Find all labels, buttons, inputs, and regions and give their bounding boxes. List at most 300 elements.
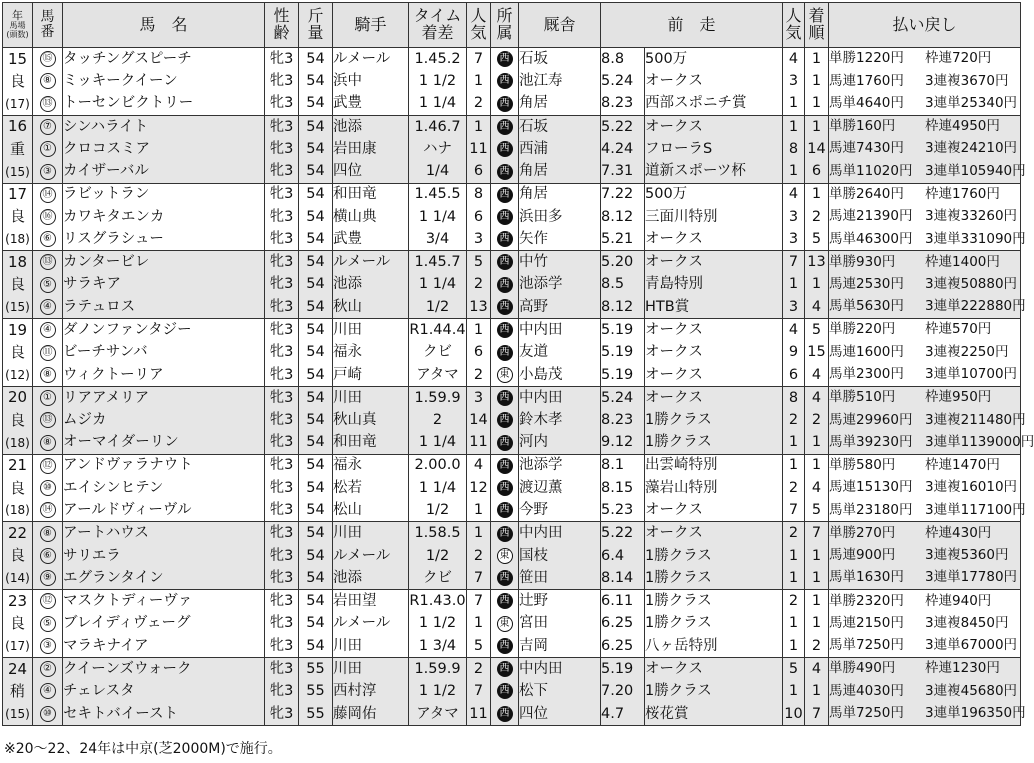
previous-finish: 1 — [805, 273, 829, 296]
stable: 吉岡 — [519, 635, 601, 658]
horse-number — [33, 319, 63, 342]
affiliation-badge — [491, 183, 519, 206]
table-row — [3, 658, 1021, 681]
stable: 辻野 — [519, 590, 601, 613]
sex-age: 牝3 — [265, 251, 299, 274]
sex-age: 牝3 — [265, 612, 299, 635]
previous-popularity: 1 — [783, 160, 805, 183]
jockey: 和田竜 — [333, 183, 409, 206]
horse-name: エイシンヒテン — [63, 477, 265, 500]
previous-popularity: 1 — [783, 545, 805, 568]
horse-number-mark: ⑫ — [40, 593, 56, 609]
sex-age: 牝3 — [265, 703, 299, 726]
payout — [829, 567, 1021, 590]
previous-popularity: 1 — [783, 612, 805, 635]
payout-primary: 単勝1220円 — [829, 50, 904, 67]
payout — [829, 183, 1021, 206]
sex-age: 牝3 — [265, 206, 299, 229]
payout — [829, 341, 1021, 364]
previous-race-date: 8.5 — [601, 273, 645, 296]
payout — [829, 409, 1026, 432]
jockey: 川田 — [333, 635, 409, 658]
payout — [829, 364, 1021, 387]
previous-race-name: 青島特別 — [645, 273, 783, 296]
affiliation-badge-mark: 西 — [497, 526, 513, 542]
payout — [829, 432, 1034, 455]
affiliation-badge-mark: 西 — [497, 502, 513, 518]
previous-race-date: 5.20 — [601, 251, 645, 274]
carried-weight: 54 — [299, 115, 333, 138]
horse-number — [33, 364, 63, 387]
previous-finish: 2 — [805, 409, 829, 432]
horse-number-mark: ⑨ — [40, 570, 56, 586]
previous-finish: 1 — [805, 93, 829, 116]
previous-popularity: 2 — [783, 409, 805, 432]
sex-age: 牝3 — [265, 522, 299, 545]
previous-race-name: 1勝クラス — [645, 612, 783, 635]
payout — [829, 70, 1021, 93]
horse-number-mark: ⑪ — [40, 345, 56, 361]
previous-race-date: 8.14 — [601, 567, 645, 590]
stable: 国枝 — [519, 545, 601, 568]
popularity: 1 — [467, 522, 491, 545]
payout-secondary: 3連単25340円 — [925, 94, 1018, 111]
affiliation-badge — [491, 454, 519, 477]
affiliation-badge-mark: 西 — [497, 638, 513, 654]
stable: 四位 — [519, 703, 601, 726]
race-year: 19 — [3, 319, 33, 342]
jockey: 武豊 — [333, 93, 409, 116]
jockey: 川田 — [333, 319, 409, 342]
horse-name: リアアメリア — [63, 386, 265, 409]
stable: 矢作 — [519, 228, 601, 251]
payout — [829, 93, 1021, 116]
race-year: 16 — [3, 115, 33, 138]
carried-weight: 54 — [299, 499, 333, 522]
horse-name: タッチングスピーチ — [63, 48, 265, 71]
carried-weight: 54 — [299, 160, 333, 183]
table-row — [3, 251, 1021, 274]
jockey: 池添 — [333, 567, 409, 590]
jockey: 福永 — [333, 454, 409, 477]
popularity: 12 — [467, 477, 491, 500]
carried-weight: 54 — [299, 319, 333, 342]
horse-name: アンドヴァラナウト — [63, 454, 265, 477]
affiliation-badge — [491, 612, 519, 635]
previous-race-date: 5.24 — [601, 386, 645, 409]
jockey: 戸崎 — [333, 364, 409, 387]
affiliation-badge — [491, 703, 519, 726]
table-row — [3, 183, 1021, 206]
sex-age: 牝3 — [265, 432, 299, 455]
stable: 角居 — [519, 183, 601, 206]
sex-age: 牝3 — [265, 590, 299, 613]
race-year: 23 — [3, 590, 33, 613]
horse-name: カイザーバル — [63, 160, 265, 183]
table-row — [3, 703, 1021, 726]
payout-secondary: 枠連940円 — [925, 592, 992, 609]
time-margin: 1.45.2 — [409, 48, 467, 71]
payout — [829, 703, 1026, 726]
previous-race-name: オークス — [645, 499, 783, 522]
horse-number — [33, 296, 63, 319]
table-row — [3, 160, 1021, 183]
sex-age: 牝3 — [265, 341, 299, 364]
table-row — [3, 296, 1021, 319]
carried-weight: 54 — [299, 364, 333, 387]
race-track: 稍 — [3, 680, 33, 703]
horse-name: チェレスタ — [63, 680, 265, 703]
previous-race-name: 三面川特別 — [645, 206, 783, 229]
previous-race-date: 5.19 — [601, 341, 645, 364]
time-margin: 1.58.5 — [409, 522, 467, 545]
horse-name: ブレイディヴェーグ — [63, 612, 265, 635]
table-row — [3, 48, 1021, 71]
sex-age: 牝3 — [265, 296, 299, 319]
previous-finish: 13 — [805, 251, 829, 274]
race-track: 良 — [3, 612, 33, 635]
horse-number-mark: ⑬ — [40, 96, 56, 112]
stable: 池添学 — [519, 273, 601, 296]
popularity: 8 — [467, 183, 491, 206]
horse-number-mark: ⑧ — [40, 526, 56, 542]
payout — [829, 545, 1021, 568]
affiliation-badge-mark: 西 — [497, 570, 513, 586]
affiliation-badge — [491, 206, 519, 229]
previous-popularity: 7 — [783, 499, 805, 522]
sex-age: 牝3 — [265, 115, 299, 138]
jockey: 浜中 — [333, 70, 409, 93]
sex-age: 牝3 — [265, 160, 299, 183]
previous-race-name: 1勝クラス — [645, 567, 783, 590]
jockey: 武豊 — [333, 228, 409, 251]
payout-secondary: 3連複16010円 — [925, 479, 1018, 496]
affiliation-badge — [491, 93, 519, 116]
previous-popularity: 4 — [783, 48, 805, 71]
table-row — [3, 386, 1021, 409]
time-margin: 1/2 — [409, 499, 467, 522]
header-previous-finish: 着順 — [805, 3, 829, 48]
previous-popularity: 4 — [783, 319, 805, 342]
payout — [829, 635, 1021, 658]
payout-secondary: 3連単1139000円 — [925, 433, 1034, 450]
horse-number — [33, 680, 63, 703]
stable: 石坂 — [519, 48, 601, 71]
popularity: 5 — [467, 251, 491, 274]
horse-number-mark: ④ — [40, 322, 56, 338]
horse-number-mark: ③ — [40, 638, 56, 654]
time-margin: クビ — [409, 341, 467, 364]
previous-race-date: 8.1 — [601, 454, 645, 477]
table-row — [3, 138, 1021, 161]
time-margin: 1 1/4 — [409, 477, 467, 500]
payout-secondary: 枠連1230円 — [925, 660, 1000, 677]
previous-popularity: 9 — [783, 341, 805, 364]
previous-race-name: 1勝クラス — [645, 545, 783, 568]
payout-secondary: 枠連430円 — [925, 524, 992, 541]
time-margin: 2.00.0 — [409, 454, 467, 477]
previous-popularity: 1 — [783, 115, 805, 138]
popularity: 3 — [467, 228, 491, 251]
affiliation-badge-mark: 西 — [497, 119, 513, 135]
previous-race-date: 5.22 — [601, 522, 645, 545]
horse-number — [33, 522, 63, 545]
payout-primary: 単勝930円 — [829, 253, 896, 270]
time-margin: 1 1/2 — [409, 70, 467, 93]
payout-primary: 単勝580円 — [829, 456, 896, 473]
stable: 中内田 — [519, 658, 601, 681]
time-margin: ハナ — [409, 138, 467, 161]
jockey: 岩田望 — [333, 590, 409, 613]
sex-age: 牝3 — [265, 454, 299, 477]
payout — [829, 296, 1026, 319]
table-row — [3, 228, 1021, 251]
payout-primary: 馬連29960円 — [829, 411, 913, 428]
horse-name: カンタービレ — [63, 251, 265, 274]
horse-number-mark: ① — [40, 390, 56, 406]
jockey: 川田 — [333, 522, 409, 545]
horse-number-mark: ⑩ — [40, 706, 56, 722]
time-margin: 1 1/4 — [409, 432, 467, 455]
horse-number — [33, 567, 63, 590]
carried-weight: 54 — [299, 228, 333, 251]
previous-race-name: オークス — [645, 341, 783, 364]
time-margin: 1 1/4 — [409, 273, 467, 296]
horse-number-mark: ⑧ — [40, 435, 56, 451]
race-track: 良 — [3, 273, 33, 296]
affiliation-badge — [491, 273, 519, 296]
header-name: 馬 名 — [63, 3, 265, 48]
payout-primary: 馬連4030円 — [829, 682, 904, 699]
previous-popularity: 1 — [783, 432, 805, 455]
sex-age: 牝3 — [265, 48, 299, 71]
previous-race-name: フローラS — [645, 138, 783, 161]
horse-number — [33, 635, 63, 658]
race-runners: (12) — [3, 364, 33, 387]
time-margin: R1.44.4 — [409, 319, 467, 342]
jockey: ルメール — [333, 612, 409, 635]
popularity: 1 — [467, 612, 491, 635]
horse-number — [33, 206, 63, 229]
affiliation-badge-mark: 西 — [497, 299, 513, 315]
payout-primary: 単勝2640円 — [829, 185, 904, 202]
previous-race-date: 8.12 — [601, 296, 645, 319]
popularity: 7 — [467, 590, 491, 613]
carried-weight: 54 — [299, 567, 333, 590]
horse-name: ビーチサンバ — [63, 341, 265, 364]
affiliation-badge-mark: 西 — [497, 231, 513, 247]
horse-name: ラテュロス — [63, 296, 265, 319]
jockey: ルメール — [333, 545, 409, 568]
affiliation-badge — [491, 319, 519, 342]
header-popularity: 人気 — [467, 3, 491, 48]
previous-finish: 15 — [805, 341, 829, 364]
time-margin: 1 1/4 — [409, 206, 467, 229]
previous-finish: 1 — [805, 115, 829, 138]
race-results-table — [2, 2, 1034, 726]
previous-race-date: 7.31 — [601, 160, 645, 183]
payout — [829, 522, 1021, 545]
carried-weight: 55 — [299, 658, 333, 681]
affiliation-badge-mark: 西 — [497, 277, 513, 293]
race-track: 重 — [3, 138, 33, 161]
horse-number-mark: ⑥ — [40, 231, 56, 247]
stable: 高野 — [519, 296, 601, 319]
previous-finish: 1 — [805, 567, 829, 590]
time-margin: R1.43.0 — [409, 590, 467, 613]
sex-age: 牝3 — [265, 545, 299, 568]
horse-number — [33, 183, 63, 206]
horse-number — [33, 48, 63, 71]
time-margin: 1 1/4 — [409, 93, 467, 116]
stable: 友道 — [519, 341, 601, 364]
previous-finish: 4 — [805, 364, 829, 387]
horse-number-mark: ④ — [40, 683, 56, 699]
header-payout: 払い戻し — [829, 3, 1021, 48]
stable: 笹田 — [519, 567, 601, 590]
affiliation-badge-mark: 西 — [497, 458, 513, 474]
popularity: 6 — [467, 160, 491, 183]
payout-primary: 馬単2300円 — [829, 366, 904, 383]
previous-finish: 6 — [805, 160, 829, 183]
affiliation-badge-mark: 西 — [497, 345, 513, 361]
race-runners: (17) — [3, 635, 33, 658]
payout-secondary: 3連単17780円 — [925, 569, 1018, 586]
affiliation-badge — [491, 70, 519, 93]
previous-finish: 1 — [805, 545, 829, 568]
payout-primary: 馬単4640円 — [829, 94, 904, 111]
horse-number — [33, 432, 63, 455]
payout-primary: 単勝220円 — [829, 321, 896, 338]
horse-number-mark: ③ — [40, 164, 56, 180]
stable: 中内田 — [519, 386, 601, 409]
affiliation-badge — [491, 160, 519, 183]
previous-popularity: 1 — [783, 635, 805, 658]
affiliation-badge-mark: 東 — [497, 367, 513, 383]
carried-weight: 54 — [299, 545, 333, 568]
horse-name: クロコスミア — [63, 138, 265, 161]
previous-race-date: 6.25 — [601, 635, 645, 658]
affiliation-badge-mark: 西 — [497, 390, 513, 406]
jockey: 四位 — [333, 160, 409, 183]
previous-race-name: 1勝クラス — [645, 409, 783, 432]
table-row — [3, 93, 1021, 116]
horse-number — [33, 499, 63, 522]
carried-weight: 54 — [299, 296, 333, 319]
table-row — [3, 635, 1021, 658]
jockey: 池添 — [333, 115, 409, 138]
carried-weight: 54 — [299, 409, 333, 432]
horse-number-mark: ⑧ — [40, 73, 56, 89]
payout-primary: 馬連15130円 — [829, 479, 913, 496]
payout — [829, 273, 1021, 296]
affiliation-badge-mark: 西 — [497, 164, 513, 180]
affiliation-badge-mark: 西 — [497, 209, 513, 225]
sex-age: 牝3 — [265, 680, 299, 703]
previous-popularity: 7 — [783, 251, 805, 274]
previous-finish: 14 — [805, 138, 829, 161]
time-margin: 2 — [409, 409, 467, 432]
payout-secondary: 3連単117100円 — [925, 501, 1026, 518]
popularity: 1 — [467, 319, 491, 342]
sex-age: 牝3 — [265, 183, 299, 206]
previous-race-name: オークス — [645, 115, 783, 138]
race-year: 22 — [3, 522, 33, 545]
header-previous-race: 前 走 — [601, 3, 783, 48]
payout — [829, 612, 1021, 635]
carried-weight: 54 — [299, 251, 333, 274]
carried-weight: 54 — [299, 612, 333, 635]
carried-weight: 54 — [299, 522, 333, 545]
affiliation-badge — [491, 48, 519, 71]
affiliation-badge-mark: 西 — [497, 412, 513, 428]
previous-popularity: 3 — [783, 296, 805, 319]
horse-number — [33, 251, 63, 274]
payout-primary: 馬単1630円 — [829, 569, 904, 586]
table-row — [3, 499, 1021, 522]
horse-number — [33, 477, 63, 500]
popularity: 11 — [467, 432, 491, 455]
carried-weight: 54 — [299, 341, 333, 364]
table-row — [3, 477, 1021, 500]
table-row — [3, 115, 1021, 138]
previous-race-date: 5.24 — [601, 70, 645, 93]
horse-number-mark: ⑫ — [40, 458, 56, 474]
jockey: 藤岡佑 — [333, 703, 409, 726]
previous-popularity: 1 — [783, 680, 805, 703]
affiliation-badge — [491, 680, 519, 703]
carried-weight: 54 — [299, 386, 333, 409]
popularity: 2 — [467, 93, 491, 116]
previous-popularity: 3 — [783, 228, 805, 251]
horse-number — [33, 409, 63, 432]
payout — [829, 590, 1021, 613]
popularity: 1 — [467, 499, 491, 522]
time-margin: クビ — [409, 567, 467, 590]
header-affiliation: 所属 — [491, 3, 519, 48]
popularity: 3 — [467, 386, 491, 409]
previous-race-name: オークス — [645, 319, 783, 342]
time-margin: 1/2 — [409, 545, 467, 568]
payout — [829, 680, 1021, 703]
payout-secondary: 3連単105940円 — [925, 162, 1026, 179]
payout — [829, 228, 1026, 251]
affiliation-badge-mark: 西 — [497, 593, 513, 609]
horse-number-mark: ② — [40, 661, 56, 677]
payout-primary: 馬連1760円 — [829, 72, 904, 89]
previous-finish: 1 — [805, 70, 829, 93]
popularity: 4 — [467, 454, 491, 477]
affiliation-badge — [491, 477, 519, 500]
payout-secondary: 枠連720円 — [925, 50, 992, 67]
table-row — [3, 319, 1021, 342]
horse-name: ダノンファンタジー — [63, 319, 265, 342]
payout-secondary: 枠連1760円 — [925, 185, 1000, 202]
jockey: 川田 — [333, 386, 409, 409]
carried-weight: 54 — [299, 48, 333, 71]
horse-name: アールドヴィーヴル — [63, 499, 265, 522]
table-row — [3, 612, 1021, 635]
horse-name: シンハライト — [63, 115, 265, 138]
sex-age: 牝3 — [265, 635, 299, 658]
previous-race-name: オークス — [645, 522, 783, 545]
previous-race-name: 桜花賞 — [645, 703, 783, 726]
horse-number-mark: ⑧ — [40, 367, 56, 383]
previous-popularity: 2 — [783, 590, 805, 613]
horse-number — [33, 703, 63, 726]
affiliation-badge — [491, 522, 519, 545]
sex-age: 牝3 — [265, 409, 299, 432]
